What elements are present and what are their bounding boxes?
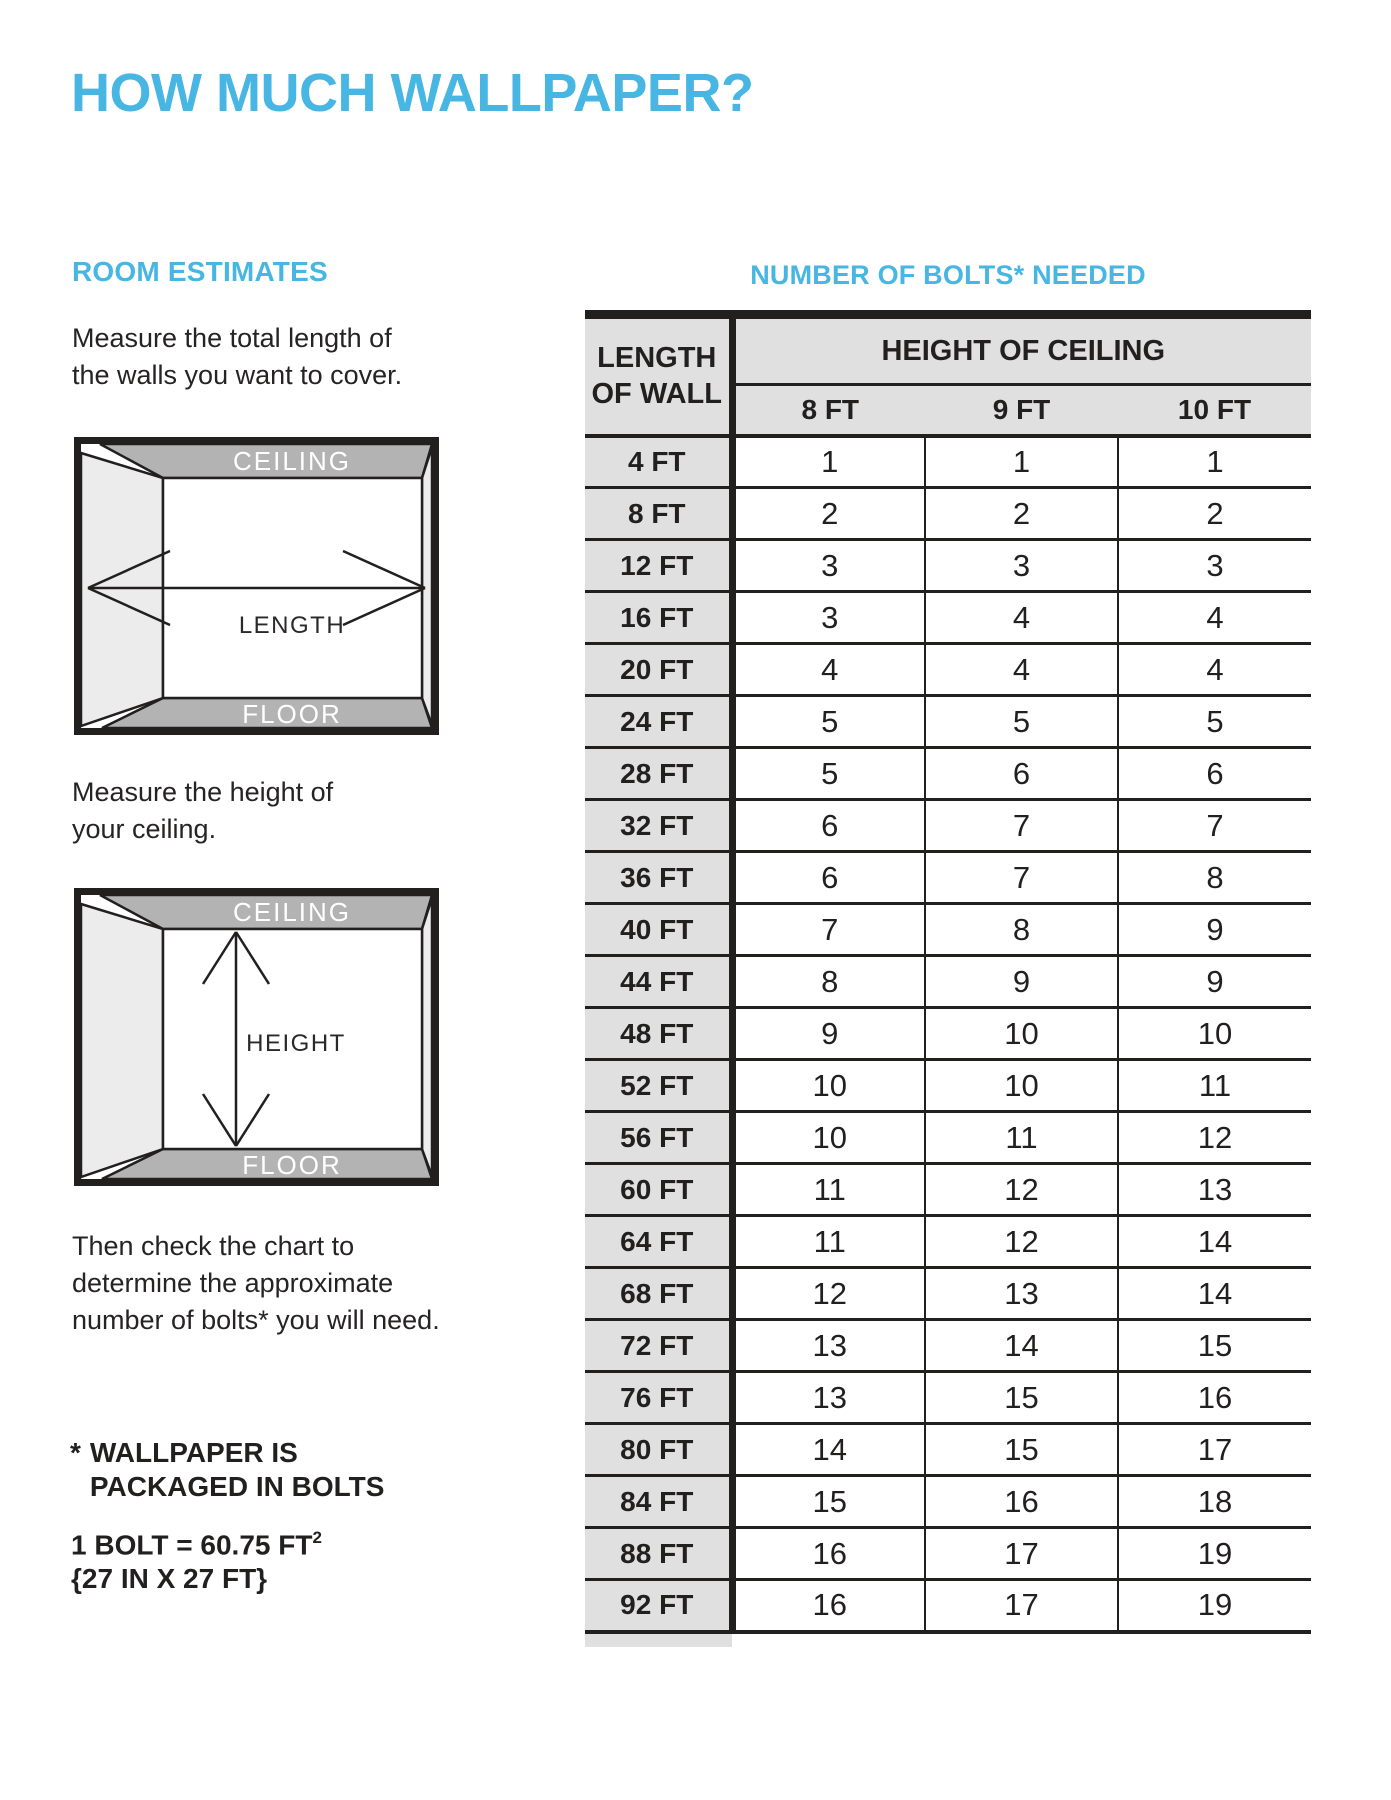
- instruction-line: Then check the chart to: [72, 1231, 355, 1261]
- wall-length-cell: 8 FT: [585, 488, 732, 540]
- ceiling-label: CEILING: [232, 446, 352, 476]
- room-length-diagram: [74, 437, 440, 735]
- column-header-10ft: 10 FT: [1118, 385, 1311, 436]
- table-row: [585, 800, 1311, 852]
- bolts-table-body: [585, 436, 1311, 1632]
- table-row: [585, 1216, 1311, 1268]
- bolt-count-cell: 19: [1118, 1580, 1311, 1632]
- room-height-diagram: [74, 888, 440, 1186]
- bolt-count-cell: 15: [732, 1476, 925, 1528]
- wall-length-cell: 44 FT: [585, 956, 732, 1008]
- table-row: [585, 1528, 1311, 1580]
- bolt-count-cell: 3: [732, 592, 925, 644]
- table-row: [585, 436, 1311, 488]
- bolt-equation-exponent: 2: [312, 1528, 322, 1547]
- bolt-count-cell: 6: [732, 800, 925, 852]
- bolt-count-cell: 4: [1118, 592, 1311, 644]
- bolt-count-cell: 9: [1118, 956, 1311, 1008]
- room-estimates-heading: ROOM ESTIMATES: [72, 256, 328, 287]
- wall-length-cell: 16 FT: [585, 592, 732, 644]
- bolt-count-cell: 4: [925, 592, 1118, 644]
- wall-length-cell: 4 FT: [585, 436, 732, 488]
- bolt-equation-text: 1 BOLT = 60.75 FT: [71, 1529, 313, 1561]
- wallpaper-bolts-footnote: [70, 1436, 384, 1504]
- bolt-count-cell: 12: [732, 1268, 925, 1320]
- bolt-count-cell: 11: [732, 1164, 925, 1216]
- wall-length-cell: 72 FT: [585, 1320, 732, 1372]
- instruction-line: Measure the height of: [72, 777, 334, 807]
- table-row: [585, 1112, 1311, 1164]
- bolt-count-cell: 7: [1118, 800, 1311, 852]
- bolts-table: [585, 310, 1311, 1634]
- table-left-column-tail: [585, 1634, 732, 1647]
- bolt-count-cell: 9: [925, 956, 1118, 1008]
- bolt-count-cell: 2: [925, 488, 1118, 540]
- bolt-count-cell: 7: [925, 800, 1118, 852]
- bolt-count-cell: 14: [925, 1320, 1118, 1372]
- bolt-count-cell: 10: [925, 1008, 1118, 1060]
- bolt-count-cell: 7: [925, 852, 1118, 904]
- table-row: [585, 696, 1311, 748]
- bolt-count-cell: 5: [925, 696, 1118, 748]
- bolt-count-cell: 17: [1118, 1424, 1311, 1476]
- wall-length-cell: 60 FT: [585, 1164, 732, 1216]
- wall-length-cell: 52 FT: [585, 1060, 732, 1112]
- table-row: [585, 1060, 1311, 1112]
- length-of-wall-header: [585, 315, 732, 436]
- bolt-count-cell: 9: [1118, 904, 1311, 956]
- right-wall-panel: [422, 898, 432, 1176]
- bolt-count-cell: 9: [732, 1008, 925, 1060]
- bolt-count-cell: 15: [925, 1424, 1118, 1476]
- bolt-count-cell: 15: [1118, 1320, 1311, 1372]
- bolt-count-cell: 11: [1118, 1060, 1311, 1112]
- wall-length-cell: 32 FT: [585, 800, 732, 852]
- bolt-count-cell: 1: [925, 436, 1118, 488]
- floor-label: FLOOR: [242, 699, 342, 729]
- table-row: [585, 1164, 1311, 1216]
- instruction-line: Measure the total length of: [72, 323, 392, 353]
- bolt-count-cell: 12: [1118, 1112, 1311, 1164]
- bolt-count-cell: 10: [732, 1112, 925, 1164]
- bolt-count-cell: 2: [732, 488, 925, 540]
- bolt-count-cell: 4: [1118, 644, 1311, 696]
- bolt-count-cell: 16: [1118, 1372, 1311, 1424]
- bolt-count-cell: 6: [732, 852, 925, 904]
- length-label: LENGTH: [238, 612, 346, 639]
- wall-length-cell: 76 FT: [585, 1372, 732, 1424]
- bolt-count-cell: 5: [1118, 696, 1311, 748]
- bolt-count-cell: 10: [925, 1060, 1118, 1112]
- bolt-count-cell: 14: [732, 1424, 925, 1476]
- page-title: HOW MUCH WALLPAPER?: [71, 63, 754, 123]
- footnote-text: [90, 1436, 385, 1504]
- bolt-count-cell: 3: [925, 540, 1118, 592]
- bolt-count-cell: 13: [732, 1320, 925, 1372]
- bolt-count-cell: 17: [925, 1580, 1118, 1632]
- bolt-count-cell: 5: [732, 696, 925, 748]
- instruction-measure-height: [72, 774, 333, 848]
- instruction-check-chart: [72, 1228, 440, 1339]
- bolt-count-cell: 8: [732, 956, 925, 1008]
- instruction-line: number of bolts* you will need.: [72, 1305, 440, 1335]
- bolt-count-cell: 12: [925, 1164, 1118, 1216]
- table-row: [585, 540, 1311, 592]
- bolt-count-cell: 13: [1118, 1164, 1311, 1216]
- table-row: [585, 1320, 1311, 1372]
- bolt-count-cell: 16: [732, 1528, 925, 1580]
- bolt-count-cell: 10: [732, 1060, 925, 1112]
- bolt-count-cell: 15: [925, 1372, 1118, 1424]
- table-row: [585, 1476, 1311, 1528]
- footnote-asterisk: *: [70, 1437, 81, 1468]
- wall-length-cell: 84 FT: [585, 1476, 732, 1528]
- column-header-8ft: 8 FT: [732, 385, 925, 436]
- length-header-line: LENGTH: [597, 342, 717, 375]
- wall-length-cell: 20 FT: [585, 644, 732, 696]
- table-row: [585, 644, 1311, 696]
- wall-length-cell: 80 FT: [585, 1424, 732, 1476]
- instruction-line: determine the approximate: [72, 1268, 394, 1298]
- table-row: [585, 1424, 1311, 1476]
- table-row: [585, 1268, 1311, 1320]
- height-label: HEIGHT: [246, 1030, 346, 1057]
- footnote-line: PACKAGED IN BOLTS: [89, 1471, 385, 1502]
- wall-length-cell: 56 FT: [585, 1112, 732, 1164]
- wall-length-cell: 28 FT: [585, 748, 732, 800]
- table-header-row: [585, 315, 1311, 385]
- bolt-count-cell: 8: [1118, 852, 1311, 904]
- bolt-count-cell: 6: [925, 748, 1118, 800]
- table-row: [585, 488, 1311, 540]
- bolt-dimensions: {27 IN X 27 FT}: [71, 1563, 268, 1595]
- bolt-count-cell: 8: [925, 904, 1118, 956]
- instruction-line: the walls you want to cover.: [72, 360, 403, 390]
- bolt-count-cell: 2: [1118, 488, 1311, 540]
- bolt-count-cell: 6: [1118, 748, 1311, 800]
- bolt-count-cell: 5: [732, 748, 925, 800]
- bolt-count-cell: 3: [1118, 540, 1311, 592]
- table-row: [585, 748, 1311, 800]
- wall-length-cell: 88 FT: [585, 1528, 732, 1580]
- bolt-count-cell: 16: [732, 1580, 925, 1632]
- wall-length-cell: 36 FT: [585, 852, 732, 904]
- bolt-count-cell: 17: [925, 1528, 1118, 1580]
- height-of-ceiling-header: HEIGHT OF CEILING: [732, 315, 1311, 385]
- bolt-count-cell: 12: [925, 1216, 1118, 1268]
- instruction-measure-length: [72, 320, 402, 394]
- bolt-count-cell: 7: [732, 904, 925, 956]
- column-header-9ft: 9 FT: [925, 385, 1118, 436]
- bolt-count-cell: 18: [1118, 1476, 1311, 1528]
- bolt-count-cell: 13: [732, 1372, 925, 1424]
- table-row: [585, 592, 1311, 644]
- bolts-table-container: [585, 310, 1311, 1634]
- bolt-count-cell: 16: [925, 1476, 1118, 1528]
- bolt-count-cell: 10: [1118, 1008, 1311, 1060]
- bolt-count-cell: 13: [925, 1268, 1118, 1320]
- bolt-count-cell: 4: [732, 644, 925, 696]
- bolt-count-cell: 14: [1118, 1216, 1311, 1268]
- wall-length-cell: 68 FT: [585, 1268, 732, 1320]
- table-row: [585, 1580, 1311, 1632]
- wall-length-cell: 92 FT: [585, 1580, 732, 1632]
- left-wall-panel: [81, 904, 163, 1177]
- wall-length-cell: 24 FT: [585, 696, 732, 748]
- wall-length-cell: 12 FT: [585, 540, 732, 592]
- instruction-line: your ceiling.: [72, 814, 217, 844]
- bolts-table-heading: NUMBER OF BOLTS* NEEDED: [750, 260, 1146, 290]
- floor-label: FLOOR: [242, 1150, 342, 1180]
- wall-length-cell: 48 FT: [585, 1008, 732, 1060]
- bolt-count-cell: 14: [1118, 1268, 1311, 1320]
- footnote-line: WALLPAPER IS: [89, 1437, 298, 1468]
- length-header-line: OF WALL: [591, 378, 722, 411]
- bolt-count-cell: 1: [732, 436, 925, 488]
- bolt-size-note: [71, 1522, 322, 1596]
- ceiling-label: CEILING: [232, 897, 352, 927]
- table-row: [585, 852, 1311, 904]
- bolt-equation: [71, 1522, 322, 1562]
- table-row: [585, 1372, 1311, 1424]
- table-row: [585, 1008, 1311, 1060]
- bolt-count-cell: 1: [1118, 436, 1311, 488]
- table-row: [585, 904, 1311, 956]
- table-row: [585, 956, 1311, 1008]
- bolt-count-cell: 11: [732, 1216, 925, 1268]
- bolt-count-cell: 19: [1118, 1528, 1311, 1580]
- bolt-count-cell: 11: [925, 1112, 1118, 1164]
- bolt-count-cell: 4: [925, 644, 1118, 696]
- wall-length-cell: 40 FT: [585, 904, 732, 956]
- wall-length-cell: 64 FT: [585, 1216, 732, 1268]
- bolt-count-cell: 3: [732, 540, 925, 592]
